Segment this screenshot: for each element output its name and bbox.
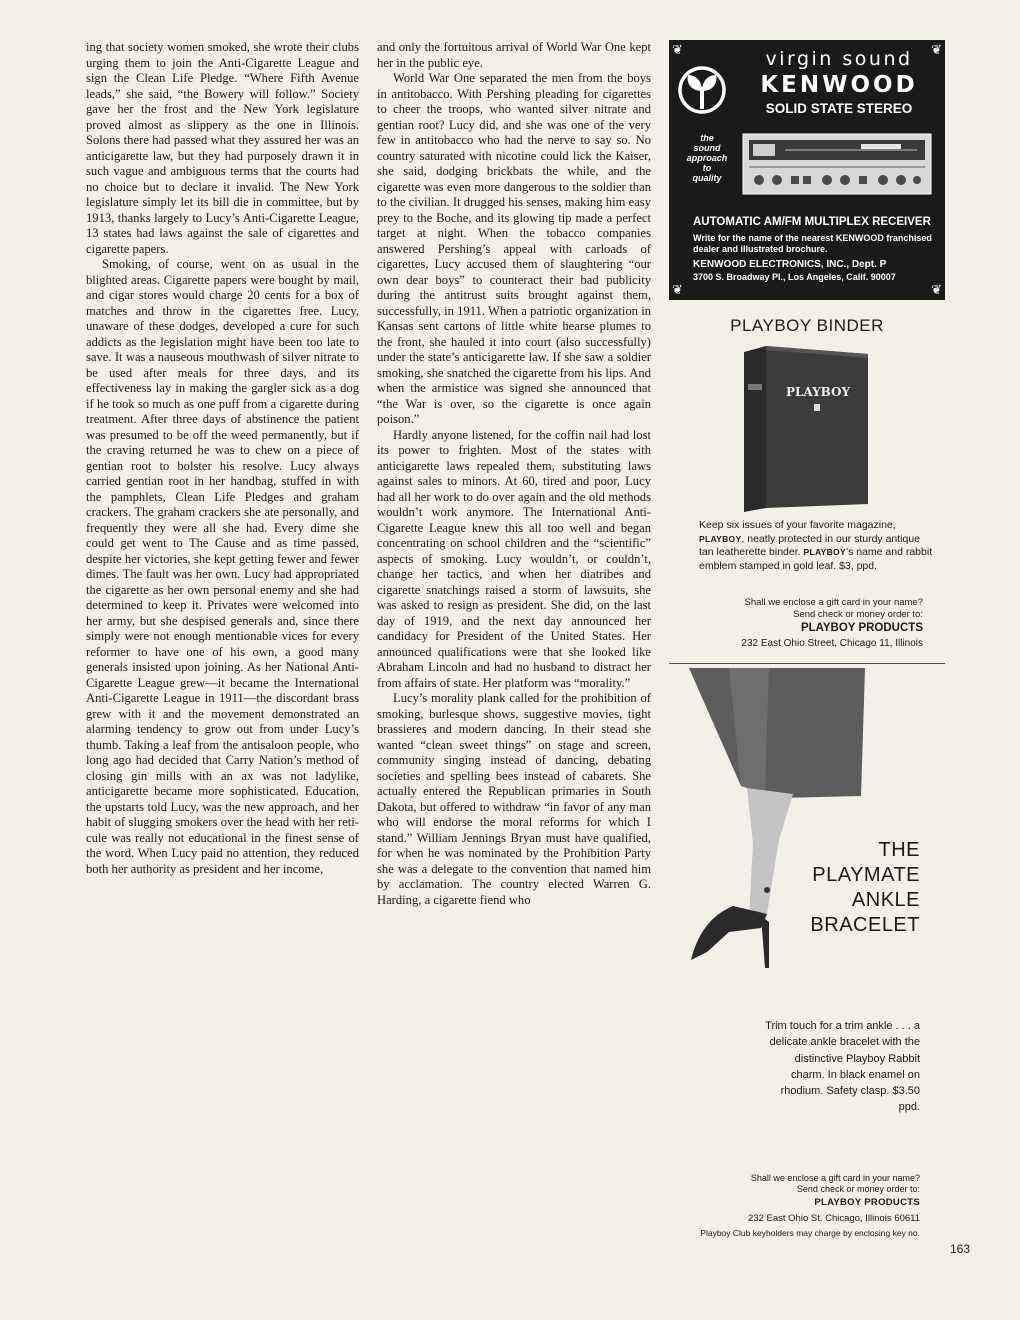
article-column-2 — [377, 40, 651, 908]
company-name: KENWOOD ELECTRONICS, INC., Dept. P — [693, 259, 887, 270]
ankle-ad-title: THE PLAYMATE ANKLE BRACELET — [810, 839, 920, 936]
keyholder-note: Playboy Club keyholders may charge by enclosing key no. — [700, 1228, 920, 1238]
kenwood-ad — [669, 40, 945, 300]
binder-gift-question: Shall we enclose a gift card in your name? Send check or money order to: — [744, 597, 923, 620]
ornament-icon: ❦ — [672, 42, 683, 57]
divider — [669, 663, 945, 664]
desc-brand: PLAYBOY — [699, 533, 742, 544]
binder-label: PLAYBOY — [785, 385, 851, 399]
ornament-icon: ❦ — [931, 42, 942, 57]
paragraph: Hardly anyone listened, for the coffin nail had lost its power to frighten. Most of the states with anticigarette laws repealed them, substituting laws against sales to minors. At 60, tired and poor, Lucy had all her work to do over again and the old methods wouldn’t work anymore. The International Anti-Cigarette League knew this all too well and began concentrating on school children and the “scientific” aspects of smoking. Lucy wouldn’t, or couldn’t, change her tactics, and when her diatribes and cigarette snatchings raised a storm of lawsuits, she was asked to resign as president. She did, on the last day of 1919, and the next day announced her candidacy for President of the United States. Her announced qualifications were that she looked like Abraham Lincoln and had no husband to distract her from affairs of state. Her platform was “morality.” — [377, 427, 651, 690]
paragraph: and only the fortuitous arrival of World War One kept her in the public eye. — [377, 40, 651, 70]
ankle-description: Trim touch for a trim ankle . . . a delicate ankle bracelet with the distinctive Playboy Rabbit charm. In black enamel on rhodium. Safety clasp. $3.50 ppd. — [765, 1020, 920, 1114]
company-address: 3700 S. Broadway Pl., Los Angeles, Calif. 90007 — [693, 272, 896, 282]
ornament-icon: ❦ — [931, 282, 942, 297]
desc-text: ’s name and rabbit emblem stamped in gold leaf. $3, ppd. — [699, 546, 933, 572]
desc-brand: PLAYBOY — [803, 547, 846, 557]
kenwood-logo-icon — [677, 65, 727, 115]
ankle-gift-question: Shall we enclose a gift card in your name? Send check or money order to: — [750, 1173, 920, 1194]
approach-text: the sound approach to quality — [686, 133, 728, 183]
paragraph: Smoking, of course, went on as usual in the blighted areas. Cigarette papers were bought by mail, and cigar stores would charge 20 cents for a box of matches and throw in the cigarettes free. Lucy, unaware of these dodges, developed a cure for such addicts as the legislation might have been too late to save. It was a nauseous mouthwash of silver nitrate to be used after meals for three days, and its effectiveness lay in making the gargler sick as a dog if he took so much as one puff from a cigarette during treatment. After three days of abstinence the patient was presumed to be off the weed permanently, but if the craving returned he was to chew on a piece of gentian root to bolster his resolve. Lucy always carried gentian root in her handbag, stuffed in with the pamphlets, Clean Life Pledges and graham crackers. The graham crackers she ate personally, and frequently they were all she had. Every dime she could get went to The Cause and as time passed, despite her victories, she kept getting fewer and fewer dimes. The fault was her own. Lucy had appropriated the cigarette as her own personal enemy and she had determined to keep it. Privates were welcomed into her army, but she despised generals and, since there simply were not enough mentionable vices for every reformer to have one of his own, a good many generals insisted upon joining. As her National Anti-Cigarette League grew—it became the International Anti-Cigarette League in 1911—the discordant brass grew with it and the movement demonstrated an alarming tendency to grow out from under Lucy’s thumb. Taking a leaf from the antisaloon people, who long ago had decided that Carry Nation’s method of closing gin mills with an ax was not ladylike, anticigarette became more sophisticated. Education, the upstarts told Lucy, was the new approach, and her habit of slugging smokers over the head with her reticule was really not educational in the finest sense of the word. When Lucy paid no attention, they reduced both her authority as president and her income, — [86, 257, 359, 876]
ankle-products: PLAYBOY PRODUCTS — [814, 1197, 920, 1208]
product-name: AUTOMATIC AM/FM MULTIPLEX RECEIVER — [693, 216, 931, 228]
desc-text: , neatly protected in our sturdy antique tan leatherette binder. — [699, 532, 921, 558]
ankle-address: 232 East Ohio St. Chicago, Illinois 60611 — [748, 1213, 920, 1224]
ad-write-for: Write for the name of the nearest KENWOOD franchised dealer and illustrated brochure. — [693, 233, 932, 254]
binder-image — [736, 344, 876, 514]
receiver-image — [741, 132, 933, 196]
paragraph: ing that society women smoked, she wrote their clubs urging them to join the Anti-Cigarette League and sign the Clean Life Pledge. “Where Fifth Avenue leads,” she said, “the Bowery will follow.” Society gave her the frost and the New York legislature proved almost as slippery as the one in Illinois. Solons there had passed what they assured her was an anticigarette law, but they had purposely drawn it in such vague and ambiguous terms that the courts had no choice but to declare it invalid. The New York legislature simply let its bill die in committee, but by 1913, thanks largely to Lucy’s Anti-Cigarette League, 13 states had laws against the sale of cigarettes and cigarette papers. — [86, 40, 359, 256]
article-column-1 — [86, 40, 359, 877]
binder-products: PLAYBOY PRODUCTS — [800, 622, 923, 634]
desc-text: Keep six issues of your favorite magazine, — [699, 519, 896, 531]
ad-tagline: virgin sound — [765, 48, 913, 70]
brand-name: KENWOOD — [760, 72, 918, 98]
paragraph: Lucy’s morality plank called for the prohibition of smoking, burlesque shows, suggestive movies, tight brassieres and modern dancing. In their stead she wanted “clean sweet things” on stage and screen, community singing instead of dancing, debating societies and spelling bees instead of cabarets. She actually entered the Republican primaries in South Dakota, but offered to withdraw “in favor of any man who will endorse the moral reforms for which I stand.” William Jennings Bryan must have qualified, for when he was nominated by the Prohibition Party she was a delegate to the convention that named him by acclamation. The country elected Warren G. Harding, a cigarette fiend who — [377, 691, 651, 907]
binder-description — [699, 519, 935, 573]
page-number: 163 — [950, 1242, 971, 1256]
ornament-icon: ❦ — [672, 282, 683, 297]
binder-ad-title: PLAYBOY BINDER — [730, 316, 884, 335]
binder-address: 232 East Ohio Street, Chicago 11, Illinois — [741, 638, 923, 649]
paragraph: World War One separated the men from the boys in antitobacco. With Pershing pleading for cigarettes to cheer the troops, who wanted silver nitrate and gentian root? Lucy did, and she was one of the very few in antitobacco who had the nerve to say so. No country saturated with nicotine could lick the Kaiser, she said, dodging brickbats the while, and the cigarette was even more dangerous to the soldier than to the civilian. It drugged his senses, making him easy prey to the Boche, and its glowing tip made a perfect target at night. When the tobacco companies answered Pershing’s appeal with carloads of cigarettes, Lucy accused them of slaughtering “our own dear boys” to counteract their bad publicity during the antitrust suits brought against them, successfully, in 1911. When a patriotic organization in Kansas sent cartons of little white hearse plumes to the front, she hauled it into court (also successfully) under the state’s anticigarette law. If she saw a soldier smoking, she snatched the cigarette from his lips. And when the armistice was signed she announced that “the War is over, so the cigarette is once again poison.” — [377, 71, 651, 426]
ad-subtitle: SOLID STATE STEREO — [765, 101, 913, 116]
